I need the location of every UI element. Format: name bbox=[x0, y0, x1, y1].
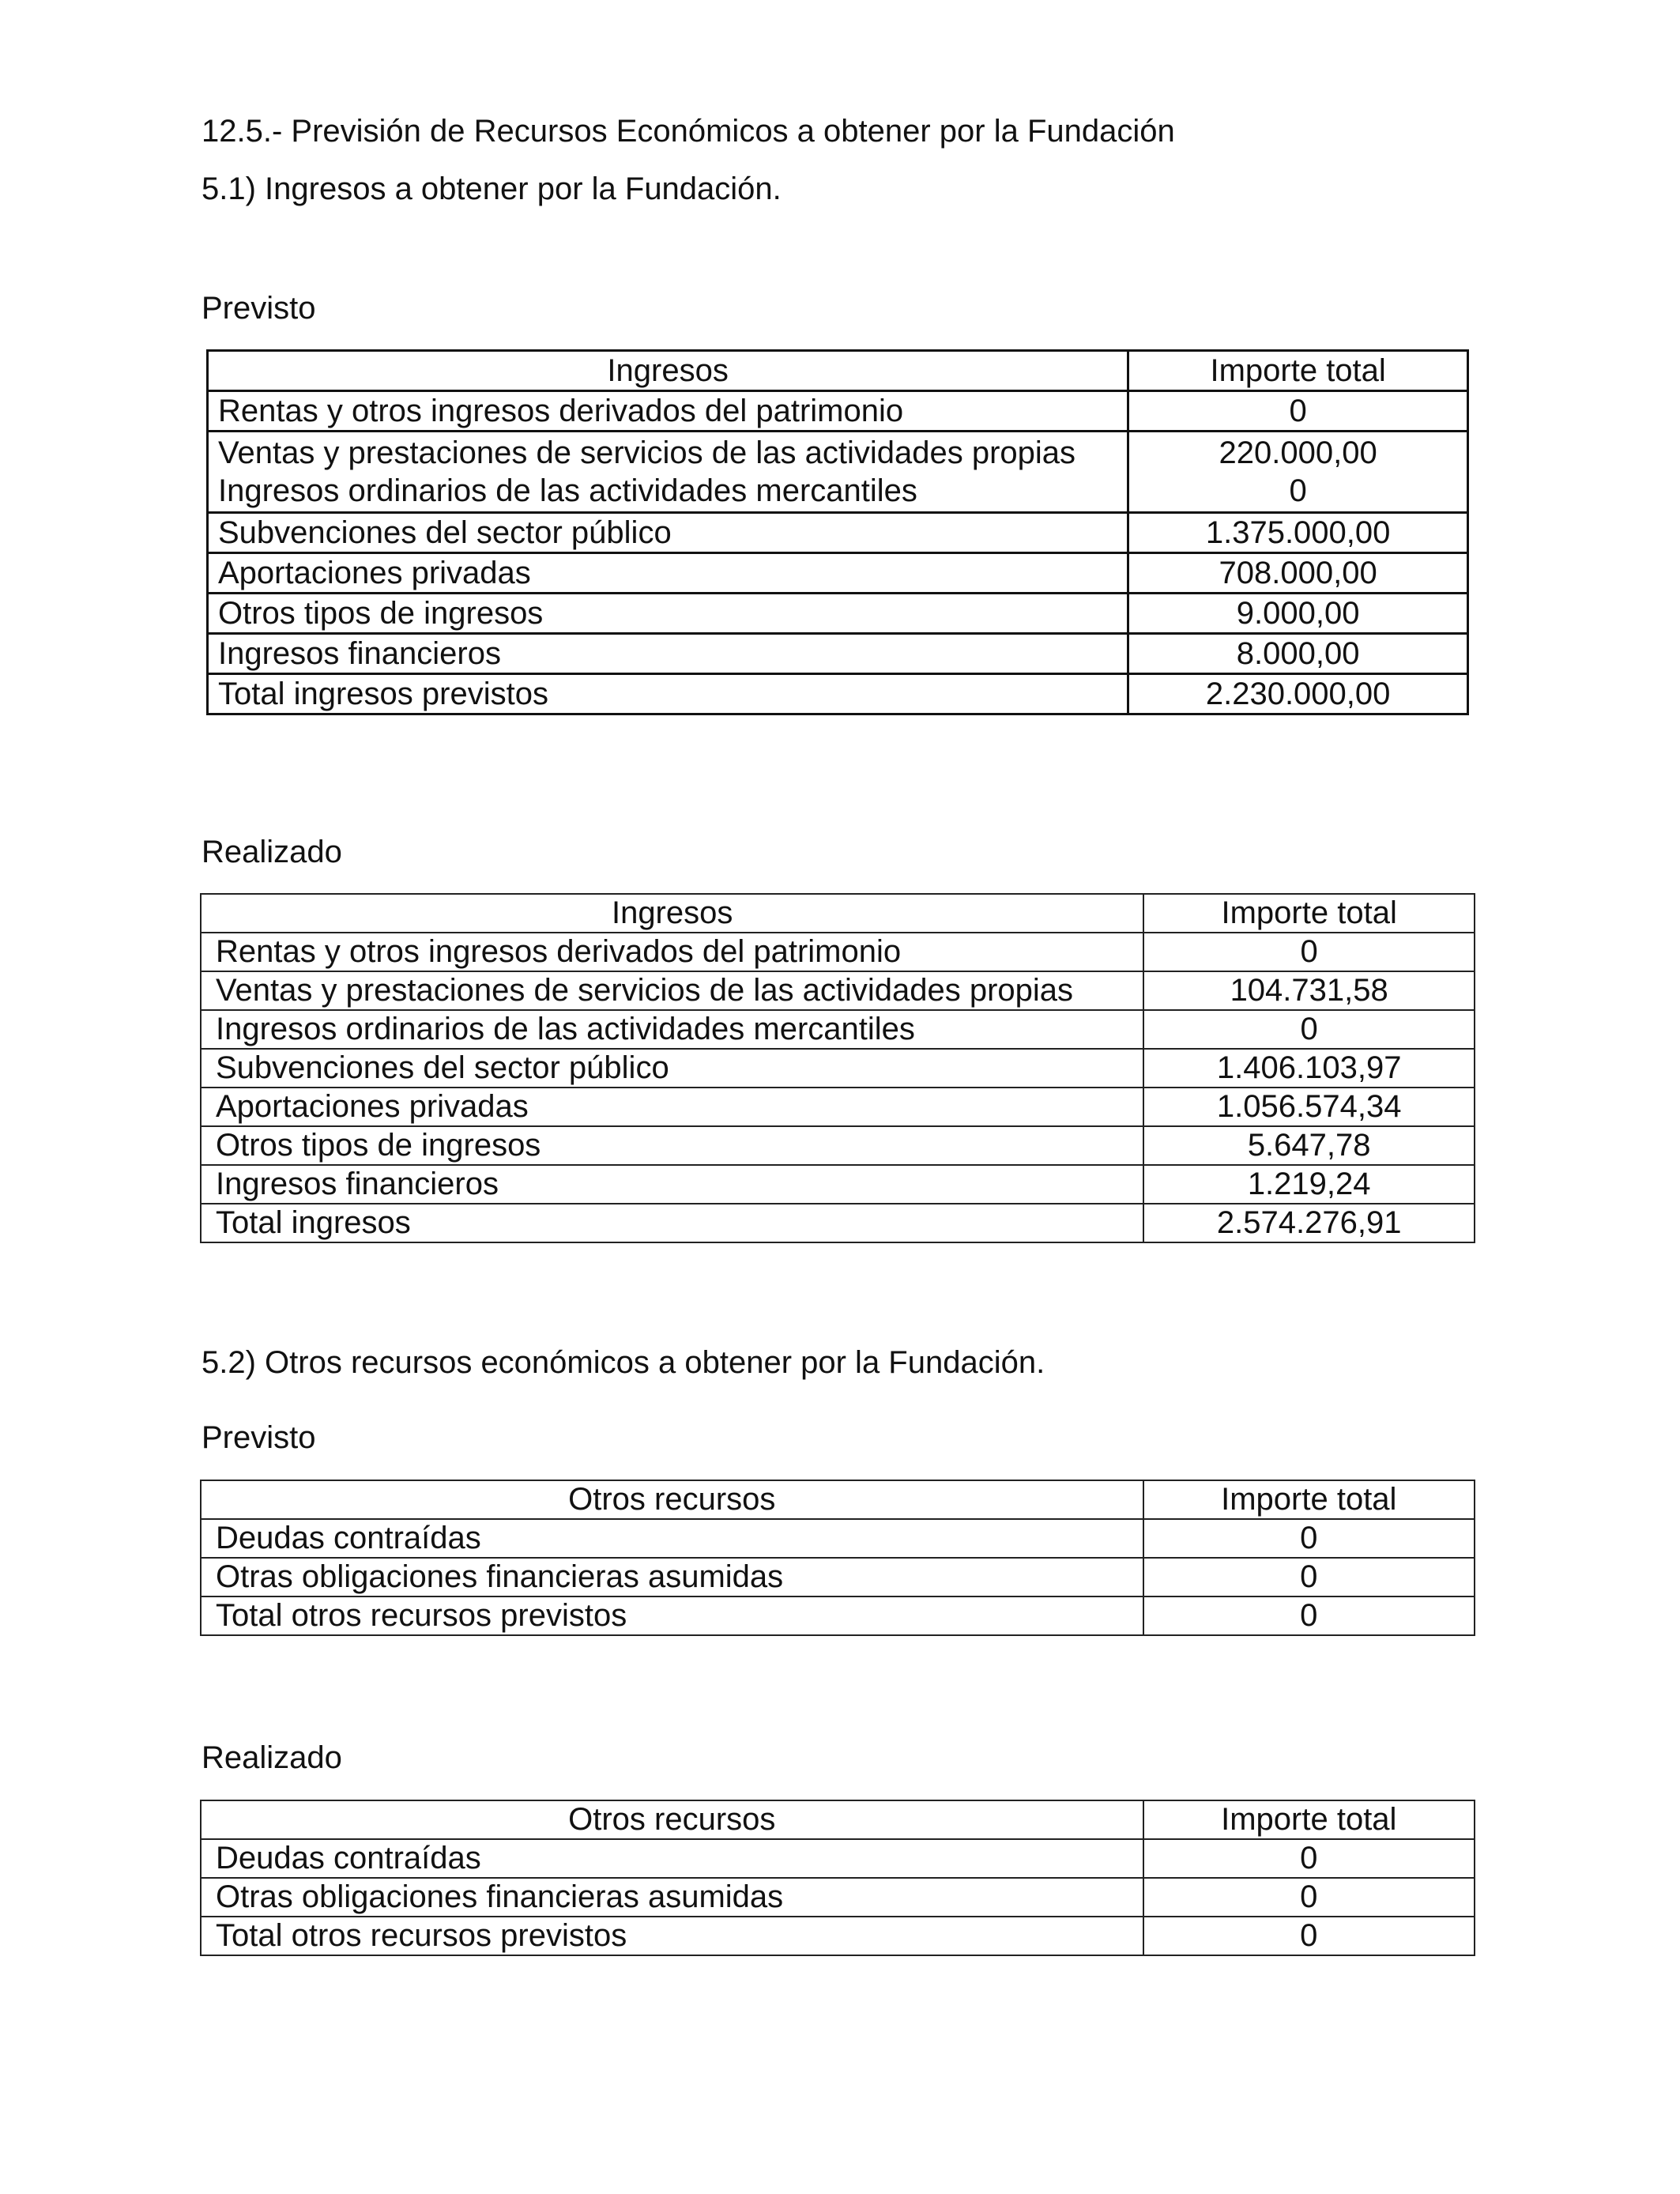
row-concept: Ingresos financieros bbox=[208, 634, 1128, 674]
row-amount-stack bbox=[1128, 432, 1468, 513]
table-row bbox=[208, 391, 1468, 432]
row-amount: 5.647,78 bbox=[1143, 1126, 1475, 1165]
row-concept: Ventas y prestaciones de servicios de las actividades propias bbox=[218, 435, 1076, 470]
row-amount: 0 bbox=[1143, 1010, 1475, 1049]
table-total-row bbox=[201, 1917, 1475, 1955]
row-concept: Rentas y otros ingresos derivados del patrimonio bbox=[208, 391, 1128, 432]
table-row bbox=[201, 1165, 1475, 1204]
table-row-merged bbox=[208, 432, 1468, 513]
row-amount: 0 bbox=[1143, 1558, 1475, 1596]
table-row bbox=[201, 1126, 1475, 1165]
header-amount: Importe total bbox=[1143, 1480, 1475, 1519]
header-concept: Ingresos bbox=[208, 351, 1128, 391]
row-amount: 0 bbox=[1128, 391, 1468, 432]
row-amount: 2.574.276,91 bbox=[1143, 1204, 1475, 1242]
header-concept: Otros recursos bbox=[201, 1800, 1143, 1839]
row-amount: 0 bbox=[1143, 1519, 1475, 1558]
row-concept: Total ingresos bbox=[201, 1204, 1143, 1242]
row-concept: Total ingresos previstos bbox=[208, 674, 1128, 714]
row-concept: Otras obligaciones financieras asumidas bbox=[201, 1878, 1143, 1917]
header-amount: Importe total bbox=[1143, 1800, 1475, 1839]
table-row bbox=[201, 1088, 1475, 1126]
row-concept: Otras obligaciones financieras asumidas bbox=[201, 1558, 1143, 1596]
row-concept: Subvenciones del sector público bbox=[208, 513, 1128, 553]
table-row bbox=[201, 1519, 1475, 1558]
row-amount: 8.000,00 bbox=[1128, 634, 1468, 674]
table-row bbox=[201, 971, 1475, 1010]
table-header-row bbox=[201, 894, 1475, 933]
table-header-row bbox=[208, 351, 1468, 391]
ingresos-realizado-label: Realizado bbox=[202, 835, 342, 869]
otros-previsto-label: Previsto bbox=[202, 1420, 316, 1455]
row-amount: 1.406.103,97 bbox=[1143, 1049, 1475, 1088]
row-concept: Ingresos financieros bbox=[201, 1165, 1143, 1204]
table-row bbox=[208, 634, 1468, 674]
row-concept: Aportaciones privadas bbox=[201, 1088, 1143, 1126]
ingresos-realizado-table bbox=[200, 893, 1475, 1243]
otros-realizado-label: Realizado bbox=[202, 1740, 342, 1775]
row-concept: Ingresos ordinarios de las actividades mercantiles bbox=[201, 1010, 1143, 1049]
row-amount: 2.230.000,00 bbox=[1128, 674, 1468, 714]
table-header-row bbox=[201, 1480, 1475, 1519]
row-concept: Rentas y otros ingresos derivados del patrimonio bbox=[201, 933, 1143, 971]
table-total-row bbox=[208, 674, 1468, 714]
row-concept: Ventas y prestaciones de servicios de las actividades propias bbox=[201, 971, 1143, 1010]
table-row bbox=[201, 1839, 1475, 1878]
table-row bbox=[208, 594, 1468, 634]
row-amount: 708.000,00 bbox=[1128, 553, 1468, 594]
row-amount: 0 bbox=[1143, 1917, 1475, 1955]
row-amount: 0 bbox=[1143, 1878, 1475, 1917]
table-row bbox=[201, 1010, 1475, 1049]
row-amount: 1.056.574,34 bbox=[1143, 1088, 1475, 1126]
section-1-title: 5.1) Ingresos a obtener por la Fundación. bbox=[202, 172, 782, 206]
table-total-row bbox=[201, 1204, 1475, 1242]
row-concept: Subvenciones del sector público bbox=[201, 1049, 1143, 1088]
row-amount: 0 bbox=[1143, 1839, 1475, 1878]
header-concept: Otros recursos bbox=[201, 1480, 1143, 1519]
otros-previsto-table bbox=[200, 1480, 1475, 1636]
row-concept: Otros tipos de ingresos bbox=[201, 1126, 1143, 1165]
row-concept-stack bbox=[208, 432, 1128, 513]
header-concept: Ingresos bbox=[201, 894, 1143, 933]
table-row bbox=[201, 1049, 1475, 1088]
table-row bbox=[201, 1878, 1475, 1917]
row-amount: 0 bbox=[1289, 473, 1307, 508]
header-amount: Importe total bbox=[1143, 894, 1475, 933]
otros-realizado-table bbox=[200, 1800, 1475, 1956]
row-concept: Aportaciones privadas bbox=[208, 553, 1128, 594]
table-row bbox=[201, 1558, 1475, 1596]
row-concept: Total otros recursos previstos bbox=[201, 1596, 1143, 1635]
row-amount: 9.000,00 bbox=[1128, 594, 1468, 634]
ingresos-previsto-label: Previsto bbox=[202, 291, 316, 326]
row-concept: Deudas contraídas bbox=[201, 1839, 1143, 1878]
row-concept: Total otros recursos previstos bbox=[201, 1917, 1143, 1955]
row-concept: Otros tipos de ingresos bbox=[208, 594, 1128, 634]
document-heading: 12.5.- Previsión de Recursos Económicos a obtener por la Fundación bbox=[202, 114, 1175, 149]
row-concept: Deudas contraídas bbox=[201, 1519, 1143, 1558]
row-amount: 0 bbox=[1143, 933, 1475, 971]
row-amount: 1.375.000,00 bbox=[1128, 513, 1468, 553]
table-total-row bbox=[201, 1596, 1475, 1635]
row-concept: Ingresos ordinarios de las actividades mercantiles bbox=[218, 473, 917, 508]
section-2-title: 5.2) Otros recursos económicos a obtener por la Fundación. bbox=[202, 1345, 1045, 1380]
table-row bbox=[208, 553, 1468, 594]
table-row bbox=[208, 513, 1468, 553]
table-header-row bbox=[201, 1800, 1475, 1839]
table-row bbox=[201, 933, 1475, 971]
row-amount: 1.219,24 bbox=[1143, 1165, 1475, 1204]
row-amount: 0 bbox=[1143, 1596, 1475, 1635]
header-amount: Importe total bbox=[1128, 351, 1468, 391]
ingresos-previsto-table bbox=[206, 349, 1469, 715]
row-amount: 220.000,00 bbox=[1219, 435, 1377, 470]
row-amount: 104.731,58 bbox=[1143, 971, 1475, 1010]
